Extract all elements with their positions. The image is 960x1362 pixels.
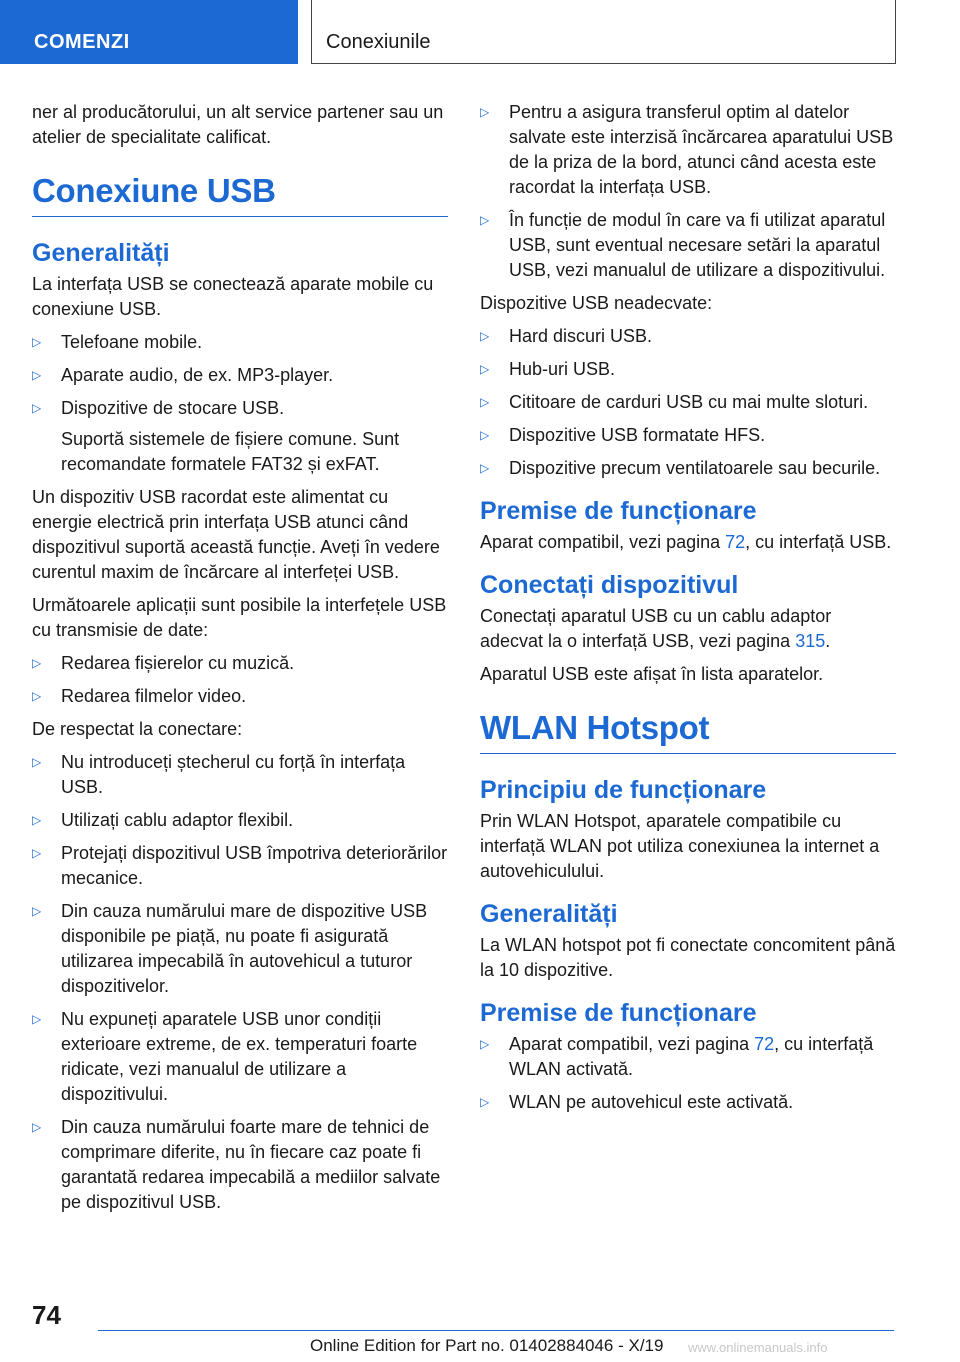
- bullet-triangle-icon: ▷: [32, 904, 42, 918]
- footer-edition: Online Edition for Part no. 01402884046 - X/19: [310, 1336, 664, 1355]
- page-link-315[interactable]: 315: [795, 631, 826, 651]
- intro-text: ner al producătorului, un alt service partener sau un atelier de specialitate calificat.: [32, 102, 444, 147]
- list-item: ▷ Hub-uri USB.: [480, 357, 896, 382]
- list-item: ▷ Dispozitive de stocare USB. Suportă sistemele de fișiere comune. Sunt recomandate formatele FAT32 și exFAT.: [32, 396, 448, 477]
- list-item: ▷ Redarea fișierelor cu muzică.: [32, 651, 448, 676]
- list-item: ▷ Dispozitive USB formatate HFS.: [480, 423, 896, 448]
- paragraph: La interfața USB se conectează aparate mobile cu conexiune USB.: [32, 274, 434, 319]
- right-column: [480, 100, 896, 1123]
- list-item: ▷ Pentru a asigura transferul optim al datelor salvate este interzisă încărcarea aparatului USB de la priza de la bord, atunci când acesta este racordat la interfața USB.: [480, 102, 894, 197]
- list-item: ▷ Hard discuri USB.: [480, 324, 896, 349]
- chapter-title: Conexiunile: [311, 0, 896, 64]
- heading-connect-device: Conectați dispozitivul: [480, 571, 739, 599]
- bullet-triangle-icon: ▷: [480, 105, 490, 119]
- bullet-triangle-icon: ▷: [480, 1095, 490, 1109]
- page-number: 74: [32, 1300, 61, 1330]
- bullet-triangle-icon: ▷: [32, 335, 42, 349]
- heading-general: Generalități: [32, 239, 170, 267]
- bullet-triangle-icon: ▷: [32, 755, 42, 769]
- paragraph: Conectați aparatul USB cu un cablu adaptor adecvat la o interfață USB, vezi pagina 315.: [480, 606, 832, 651]
- paragraph: La WLAN hotspot pot fi conectate concomitent până la 10 dispozitive.: [480, 935, 896, 980]
- footer-divider: [98, 1330, 894, 1331]
- heading-prerequisites: Premise de funcționare: [480, 999, 757, 1027]
- bullet-triangle-icon: ▷: [480, 395, 490, 409]
- bullet-triangle-icon: ▷: [480, 461, 490, 475]
- list-item: ▷ Cititoare de carduri USB cu mai multe sloturi.: [480, 390, 896, 415]
- paragraph: Dispozitive USB neadecvate:: [480, 293, 713, 313]
- paragraph: Un dispozitiv USB racordat este alimentat cu energie electrică prin interfața USB atunci când dispozitivul suportă această funcție. Aveți în vedere curentul maxim de încărcare al interfeței USB.: [32, 487, 440, 582]
- list-item-note: Suportă sistemele de fișiere comune. Sunt recomandate formatele FAT32 și exFAT.: [61, 429, 400, 474]
- heading-operating-principle: Principiu de funcționare: [480, 776, 767, 804]
- list-item: ▷ Protejați dispozitivul USB împotriva deteriorărilor mecanice.: [32, 843, 448, 888]
- list-item: ▷ Din cauza numărului mare de dispozitive USB disponibile pe piață, nu poate fi asigurată utilizarea impecabilă în autovehicul a tuturor dispozitivelor.: [32, 901, 428, 996]
- list-item: ▷ Din cauza numărului foarte mare de tehnici de comprimare diferite, nu în fiecare caz poate fi garantată redarea impecabilă a mediilor salvate pe dispozitivul USB.: [32, 1117, 441, 1212]
- bullet-triangle-icon: ▷: [480, 329, 490, 343]
- bullet-triangle-icon: ▷: [32, 689, 42, 703]
- paragraph: Aparat compatibil, vezi pagina 72, cu interfață USB.: [480, 532, 892, 552]
- paragraph: Aparatul USB este afișat în lista aparatelor.: [480, 664, 824, 684]
- bullet-triangle-icon: ▷: [32, 813, 42, 827]
- bullet-triangle-icon: ▷: [32, 846, 42, 860]
- heading-usb-connection: Conexiune USB: [32, 172, 448, 217]
- bullet-triangle-icon: ▷: [32, 368, 42, 382]
- list-item: ▷ Utilizați cablu adaptor flexibil.: [32, 808, 448, 833]
- bullet-triangle-icon: ▷: [32, 401, 42, 415]
- page-link-72[interactable]: 72: [754, 1034, 775, 1054]
- paragraph: De respectat la conectare:: [32, 719, 243, 739]
- bullet-triangle-icon: ▷: [32, 1012, 42, 1026]
- list-item: ▷ În funcție de modul în care va fi utilizat aparatul USB, sunt eventual necesare setări la aparatul USB, vezi manualul de utilizare a dispozitivului.: [480, 210, 886, 280]
- list-item: ▷ Nu introduceți ștecherul cu forță în interfața USB.: [32, 752, 406, 797]
- list-item: ▷ Aparat compatibil, vezi pagina 72, cu interfață WLAN activată.: [480, 1034, 874, 1079]
- page-link-72[interactable]: 72: [725, 532, 746, 552]
- heading-general: Generalități: [480, 900, 618, 928]
- section-tab[interactable]: COMENZI: [0, 0, 298, 64]
- bullet-triangle-icon: ▷: [32, 656, 42, 670]
- page-header: [0, 0, 960, 66]
- paragraph: Prin WLAN Hotspot, aparatele compatibile cu interfață WLAN pot utiliza conexiunea la internet a autovehiculului.: [480, 811, 880, 881]
- bullet-triangle-icon: ▷: [480, 1037, 490, 1051]
- bullet-triangle-icon: ▷: [480, 428, 490, 442]
- list-item: ▷ Aparate audio, de ex. MP3-player.: [32, 363, 448, 388]
- list-item: ▷ Redarea filmelor video.: [32, 684, 448, 709]
- bullet-triangle-icon: ▷: [480, 213, 490, 227]
- list-item: ▷ Telefoane mobile.: [32, 330, 448, 355]
- left-column: [32, 100, 448, 1223]
- list-item: ▷ WLAN pe autovehicul este activată.: [480, 1090, 896, 1115]
- paragraph: Următoarele aplicații sunt posibile la interfețele USB cu transmisie de date:: [32, 595, 447, 640]
- bullet-triangle-icon: ▷: [480, 362, 490, 376]
- list-item: ▷ Nu expuneți aparatele USB unor condiții exterioare extreme, de ex. temperaturi foarte ridicate, vezi manualul de utilizare a dispozitivului.: [32, 1009, 418, 1104]
- watermark: www.onlinemanuals.info: [688, 1340, 828, 1355]
- heading-wlan-hotspot: WLAN Hotspot: [480, 709, 896, 754]
- list-item: ▷ Dispozitive precum ventilatoarele sau becurile.: [480, 456, 896, 481]
- bullet-triangle-icon: ▷: [32, 1120, 42, 1134]
- heading-prerequisites: Premise de funcționare: [480, 497, 757, 525]
